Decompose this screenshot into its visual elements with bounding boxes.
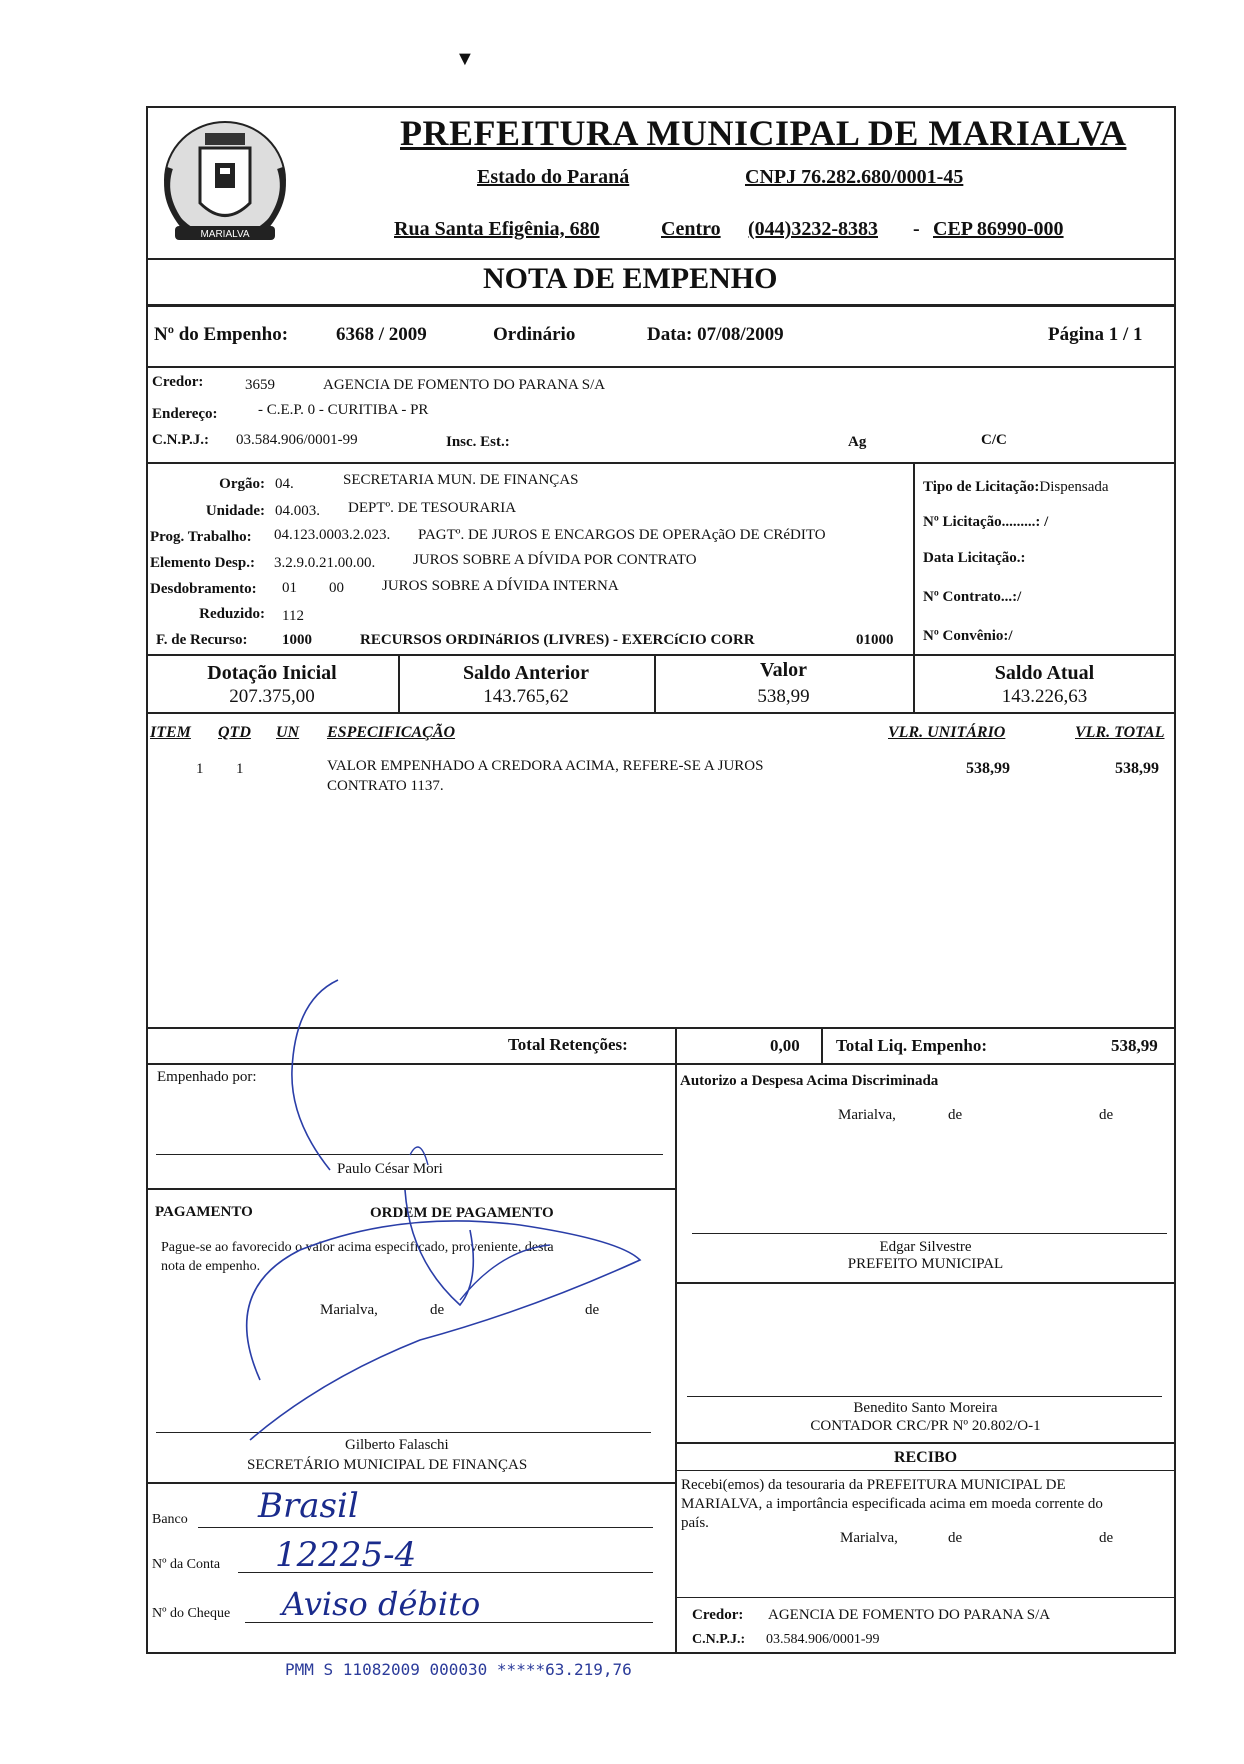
recurso-code: 1000 [282,632,312,648]
empenho-label: Nº do Empenho: [154,324,289,345]
orgao-name: SECRETARIA MUN. DE FINANÇAS [343,472,579,488]
orgao-label: Orgão: [219,476,265,492]
autorizo-label: Autorizo a Despesa Acima Discriminada [680,1073,939,1089]
mechanical-stamp: PMM S 11082009 000030 *****63.219,76 [285,1660,632,1679]
ag-label: Ag [848,434,867,450]
recibo-credor-value: AGENCIA DE FOMENTO DO PARANA S/A [768,1607,1051,1623]
recibo-city: Marialva, [840,1530,898,1546]
item-vlr-total: 538,99 [1115,760,1159,777]
tipo-licitacao-label [923,479,1109,496]
cheque-value[interactable]: Aviso débito [282,1585,481,1623]
page-number: Página 1 / 1 [1048,324,1143,345]
recurso-name: RECURSOS ORDINáRIOS (LIVRES) - EXERCíCIO CORR [360,632,755,648]
unidade-name: DEPTº. DE TESOURARIA [348,500,517,516]
recibo-credor-label: Credor: [692,1607,744,1623]
contador-name: Benedito Santo Moreira [853,1400,998,1416]
signature-secretario [405,1190,473,1305]
dotacao-inicial-label: Dotação Inicial [207,662,337,684]
recibo-cnpj-value: 03.584.906/0001-99 [766,1632,880,1647]
institution-title: PREFEITURA MUNICIPAL DE MARIALVA [400,113,1127,153]
cheque-label: Nº do Cheque [152,1606,231,1621]
banco-label: Banco [152,1512,188,1527]
tipo-licitacao-value: Dispensada [1039,479,1109,495]
coat-of-arms-icon [150,108,300,258]
item-especificacao-2: CONTRATO 1137. [327,778,444,794]
cnpj-header: CNPJ 76.282.680/0001-45 [745,166,964,188]
valor-label: Valor [759,659,808,681]
insc-label: Insc. Est.: [446,434,510,450]
saldo-anterior-value: 143.765,62 [483,686,569,707]
elemento-label: Elemento Desp.: [150,555,255,571]
empenho-number: 6368 / 2009 [336,324,427,345]
col-vlr-unitario: VLR. UNITÁRIO [888,724,1006,741]
elemento-name: JUROS SOBRE A DÍVIDA POR CONTRATO [413,552,697,568]
pagamento-text-1: Pague-se ao favorecido o valor acima especificado, proveniente, desta [161,1240,554,1255]
pagamento-label: PAGAMENTO [155,1204,253,1220]
contador-role: CONTADOR CRC/PR Nº 20.802/O-1 [810,1418,1041,1434]
prog-label: Prog. Trabalho: [150,529,252,545]
svg-text:MARIALVA: MARIALVA [200,229,250,240]
cnpj-label: C.N.P.J.: [152,432,209,448]
desdobramento-name: JUROS SOBRE A DÍVIDA INTERNA [382,578,619,594]
pagamento-de-2: de [585,1302,600,1318]
empenhado-label: Empenhado por: [157,1069,257,1085]
reduzido-label: Reduzido: [199,606,265,622]
ordem-pagamento-label: ORDEM DE PAGAMENTO [370,1205,554,1221]
empenho-type: Ordinário [493,324,576,345]
liquido-value: 538,99 [1111,1036,1158,1055]
credor-label: Credor: [152,374,204,390]
separator: - [913,218,920,240]
saldo-anterior-label: Saldo Anterior [462,662,590,684]
recibo-text-2: MARIALVA, a importância especificada acima em moeda corrente do [681,1496,1103,1512]
conta-value[interactable]: 12225-4 [275,1535,417,1575]
col-especificacao: ESPECIFICAÇÃO [327,724,456,741]
item-vlr-unitario: 538,99 [966,760,1010,777]
dotacao-inicial-value: 207.375,00 [229,686,315,707]
prefeito-name: Edgar Silvestre [879,1239,972,1255]
cep: CEP 86990-000 [933,218,1064,240]
saldo-atual-value: 143.226,63 [1001,686,1088,707]
pagamento-city: Marialva, [320,1302,378,1318]
unidade-code: 04.003. [275,503,320,519]
pagamento-text-2: nota de empenho. [161,1259,261,1274]
desdobramento-code-1: 01 [282,580,297,596]
item-number: 1 [196,761,204,777]
autorizo-city: Marialva, [838,1107,896,1123]
prefeito-role: PREFEITO MUNICIPAL [847,1256,1004,1272]
street-address: Rua Santa Efigênia, 680 [394,218,600,240]
recibo-cnpj-label: C.N.P.J.: [692,1632,746,1647]
retencoes-label: Total Retenções: [508,1035,628,1054]
col-qtd: QTD [218,724,251,741]
endereco-value: - C.E.P. 0 - CURITIBA - PR [258,402,429,418]
item-qtd: 1 [236,761,244,777]
signature-empenhado [292,980,338,1170]
tipo-licitacao-label-text: Tipo de Licitação: [923,479,1040,495]
cnpj-value: 03.584.906/0001-99 [236,432,358,448]
phone: (044)3232-8383 [748,218,878,240]
unidade-label: Unidade: [205,503,265,519]
recibo-de-2: de [1099,1530,1114,1546]
desdobramento-label: Desdobramento: [150,581,257,597]
reduzido-value: 112 [282,608,304,624]
cc-label: C/C [981,432,1007,448]
empenho-date: Data: 07/08/2009 [647,324,784,345]
recibo-text-3: país. [681,1515,709,1531]
scan-mark: ▼ [455,48,475,70]
data-licitacao: Data Licitação.: [923,550,1026,566]
credor-code: 3659 [245,377,275,393]
item-especificacao-1: VALOR EMPENHADO A CREDORA ACIMA, REFERE-SE A JUROS [327,758,764,774]
numero-contrato: Nº Contrato...:/ [923,589,1022,605]
recibo-text-1: Recebi(emos) da tesouraria da PREFEITURA MUNICIPAL DE [681,1477,1066,1493]
conta-label: Nº da Conta [152,1557,221,1572]
elemento-code: 3.2.9.0.21.00.00. [274,555,376,571]
secretario-name: Gilberto Falaschi [345,1437,449,1453]
endereco-label: Endereço: [152,406,218,422]
orgao-code: 04. [275,476,294,492]
recurso-label: F. de Recurso: [156,632,248,648]
col-un: UN [276,724,300,741]
recibo-de-1: de [948,1530,963,1546]
numero-licitacao: Nº Licitação.........: / [923,514,1049,530]
valor-value: 538,99 [757,686,810,707]
neighborhood: Centro [661,218,721,240]
numero-convenio: Nº Convênio:/ [923,628,1013,644]
autorizo-de-2: de [1099,1107,1114,1123]
pagamento-de-1: de [430,1302,445,1318]
retencoes-value: 0,00 [770,1036,800,1055]
prog-code: 04.123.0003.2.023. [274,527,391,543]
doc-title: NOTA DE EMPENHO [483,262,778,295]
recibo-title: RECIBO [893,1449,958,1466]
saldo-atual-label: Saldo Atual [994,662,1095,684]
desdobramento-code-2: 00 [329,580,344,596]
banco-value[interactable]: Brasil [258,1486,359,1526]
liquido-label: Total Liq. Empenho: [836,1036,987,1055]
col-vlr-total: VLR. TOTAL [1075,724,1165,741]
secretario-role: SECRETÁRIO MUNICIPAL DE FINANÇAS [247,1457,528,1473]
empenhado-signer: Paulo César Mori [337,1161,443,1177]
signature-strokes [200,960,670,1480]
prog-name: PAGTº. DE JUROS E ENCARGOS DE OPERAçãO DE CRéDITO [418,527,826,543]
state-name: Estado do Paraná [477,166,630,188]
col-item: ITEM [150,724,191,741]
recurso-number: 01000 [856,632,894,648]
autorizo-de-1: de [948,1107,963,1123]
credor-name: AGENCIA DE FOMENTO DO PARANA S/A [323,377,606,393]
